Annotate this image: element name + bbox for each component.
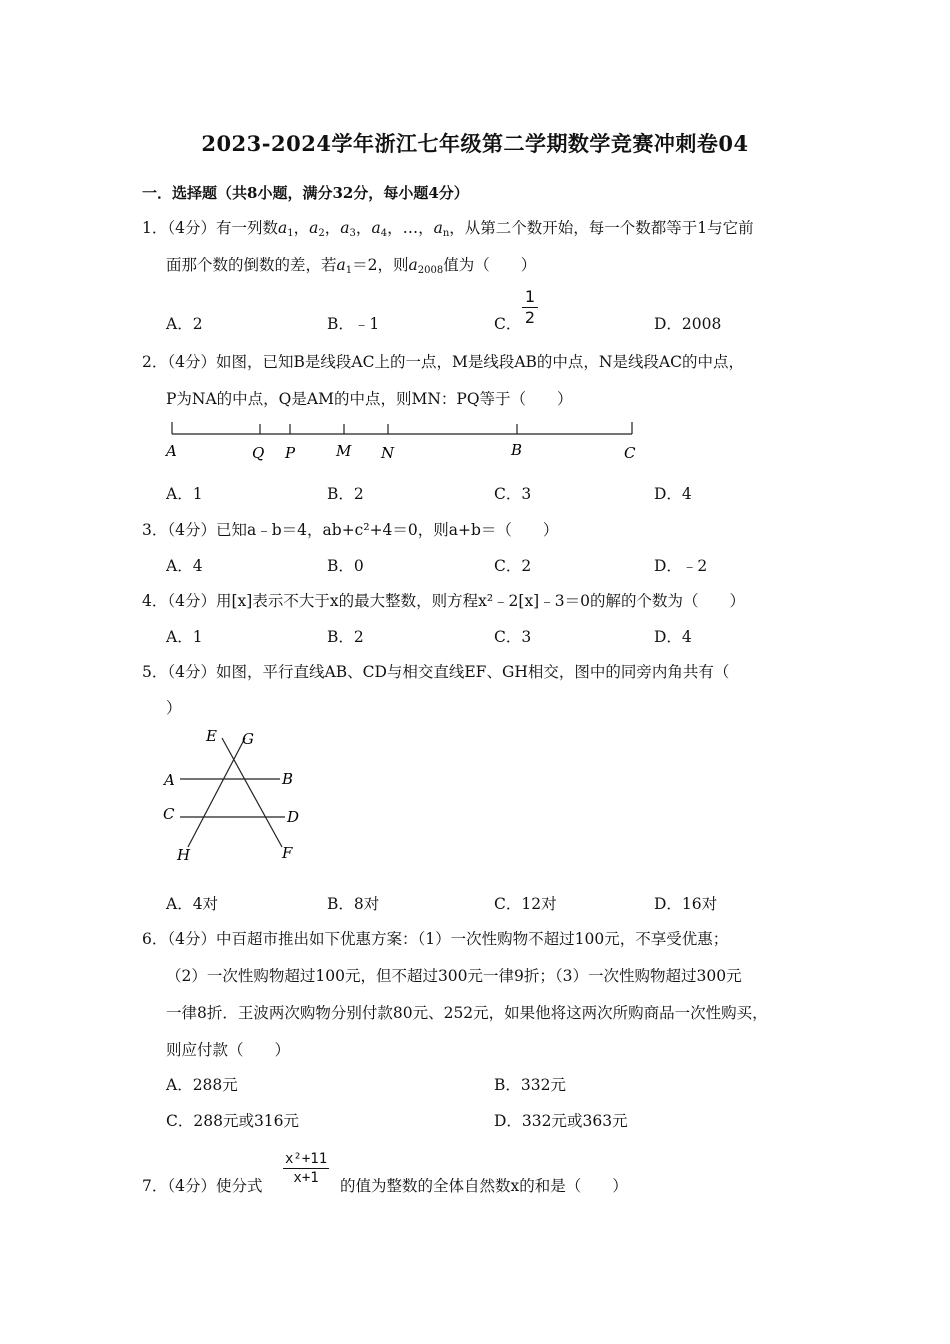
q7-line-end: 的值为整数的全体自然数x的和是（ ） [340,1177,628,1195]
q5-option-d[interactable]: D．16对 [654,895,718,913]
q4-option-a[interactable]: A．1 [166,628,203,646]
q5-parallel-lines-figure [158,722,318,872]
q5-label-g: G [242,730,254,748]
q6-line-1: 6．（4分）中百超市推出如下优惠方案：（1）一次性购物不超过100元，不享受优惠； [142,930,729,948]
q1-option-d[interactable]: D．2008 [654,315,722,333]
q2-option-d[interactable]: D．4 [654,485,692,503]
q1-option-b[interactable]: B．﹣1 [327,315,380,333]
q3-option-c[interactable]: C．2 [494,557,532,575]
q4-option-d[interactable]: D．4 [654,628,692,646]
q5-option-a[interactable]: A．4对 [166,895,219,913]
q5-label-a: A [164,771,175,789]
q2-label-p: P [285,444,296,462]
q3-option-b[interactable]: B．0 [327,557,364,575]
q6-line-2: （2）一次性购物超过100元，但不超过300元一律9折；（3）一次性购物超过300元 [166,967,742,985]
section-heading: 一．选择题（共8小题，满分32分，每小题4分） [142,184,469,202]
q5-label-b: B [282,770,294,788]
q2-label-b: B [511,441,523,459]
q1-line-1: 1．（4分）有一列数$a_1$，$a_2$，$a_3$，$a_4$，…，$a_n$，从第二个数开始，每一个数都等于1与它前 [142,219,754,239]
q6-line-4: 则应付款（ ） [166,1041,291,1059]
q6-option-a[interactable]: A．288元 [166,1076,238,1094]
q5-line-2: ） [166,699,182,717]
q7-fraction [283,1150,329,1187]
q2-label-q: Q [252,444,265,462]
q5-label-e: E [206,727,217,745]
q6-option-b[interactable]: B．332元 [494,1076,566,1094]
q6-option-c[interactable]: C．288元或316元 [166,1112,300,1130]
q4-line: 4．（4分）用[x]表示不大于x的最大整数，则方程x²﹣2[x]﹣3＝0的解的个数为（ ） [142,592,745,610]
q5-label-d: D [287,808,300,826]
q1-option-a[interactable]: A．2 [166,315,203,333]
q2-line-2: P为NA的中点，Q是AM的中点，则MN：PQ等于（ ） [166,390,573,408]
q6-option-d[interactable]: D．332元或363元 [494,1112,628,1130]
q2-option-c[interactable]: C．3 [494,485,532,503]
q2-segment-figure [160,418,650,468]
q7-line: 7．（4分）使分式 [142,1177,263,1195]
q4-option-c[interactable]: C．3 [494,628,532,646]
q4-option-b[interactable]: B．2 [327,628,364,646]
q1-option-c-fraction: 1 2 [522,288,538,327]
q2-label-c: C [624,444,636,462]
q5-option-c[interactable]: C．12对 [494,895,557,913]
q3-option-a[interactable]: A．4 [166,557,203,575]
q5-label-c: C [163,805,175,823]
q2-option-b[interactable]: B．2 [327,485,364,503]
q3-line: 3．（4分）已知a﹣b＝4，ab+c²+4＝0，则a+b＝（ ） [142,521,559,539]
page-title: 2023-2024学年浙江七年级第二学期数学竞赛冲刺卷04 [201,131,749,156]
q7-fraction-numerator: x²+11 [285,1151,328,1167]
q7-fraction-denominator: x+1 [293,1170,319,1186]
q2-option-a[interactable]: A．1 [166,485,203,503]
q3-option-d[interactable]: D．﹣2 [654,557,708,575]
q5-label-f: F [282,844,293,862]
q1-option-c[interactable]: C． [494,315,522,333]
q5-label-h: H [177,846,191,864]
q2-label-m: M [336,442,352,460]
q2-label-n: N [381,444,395,462]
q2-line-1: 2．（4分）如图，已知B是线段AC上的一点，M是线段AB的中点，N是线段AC的中点， [142,353,745,371]
q5-option-b[interactable]: B．8对 [327,895,380,913]
q1-line-2: 面那个数的倒数的差，若$a_1=2$，则$a_{2008}$值为（ ） [166,256,537,276]
q5-line-1: 5．（4分）如图，平行直线AB、CD与相交直线EF、GH相交，图中的同旁内角共有（ [142,663,730,681]
q6-line-3: 一律8折．王波两次购物分别付款80元、252元，如果他将这两次所购商品一次性购买， [166,1004,768,1022]
q2-label-a: A [166,442,177,460]
